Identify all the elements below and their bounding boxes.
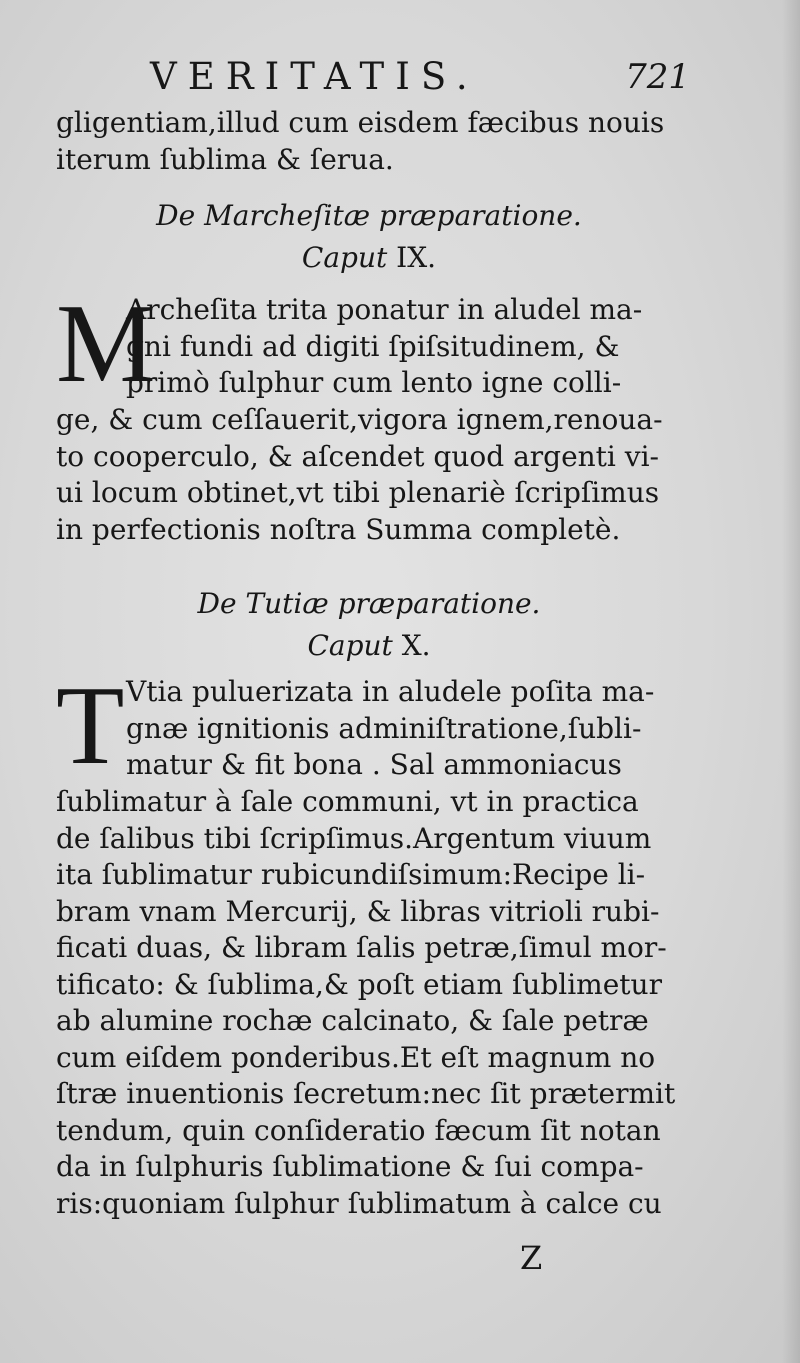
indented-lines — [126, 674, 682, 784]
caput-number: X. — [401, 629, 431, 662]
body-lines — [56, 402, 682, 548]
text-line: ge, & cum ceſſauerit,vigora ignem,renoua- — [56, 403, 663, 436]
chapter-label-ix — [56, 238, 682, 278]
text-line: tendum, quin conſideratio fæcum ſit notan — [56, 1113, 661, 1147]
text-line: da in ſulphuris ſublimatione & ſui compa- — [56, 1150, 644, 1183]
paragraph-chapter-x — [56, 664, 682, 1234]
body-lines — [56, 784, 682, 1222]
section-heading-marchesita: De Marcheſitæ præparatione. — [156, 199, 582, 232]
drop-cap-t: T — [56, 664, 125, 788]
text-line: Archeſita trita ponatur in aludel ma- — [126, 293, 643, 326]
page-number: 721 — [625, 57, 690, 97]
text-line: in perfectionis noſtra Summa completè. — [56, 512, 621, 546]
text-line: ita ſublimatur rubicundiſsimum:Recipe li- — [56, 858, 646, 891]
text-line: ab alumine rochæ calcinato, & ſale petræ — [56, 1004, 649, 1037]
running-title: VERITATIS. — [150, 55, 479, 98]
text-line: ris:quoniam ſulphur ſublimatum à calce cu — [56, 1186, 662, 1220]
indented-lines — [126, 292, 682, 402]
text-line: iterum ſublima & ſerua. — [56, 143, 394, 176]
paragraph-chapter-ix — [56, 282, 682, 562]
drop-cap-m: M — [56, 282, 156, 406]
caput-word: Caput — [307, 629, 393, 662]
text-line: ſtræ inuentionis ſecretum:nec ſit prætermit — [56, 1077, 676, 1110]
text-line: matur & fit bona . Sal ammoniacus — [126, 748, 622, 781]
text-line: gnæ ignitionis adminiſtratione,ſubli- — [126, 711, 642, 745]
text-line: to cooperculo, & aſcendet quod argenti vi- — [56, 439, 660, 473]
signature-mark: Z — [520, 1239, 543, 1277]
opening-text — [56, 104, 682, 178]
text-line: cum eiſdem ponderibus.Et eſt magnum no — [56, 1040, 656, 1074]
text-line: gni fundi ad digiti ſpiſsitudinem, & — [126, 329, 620, 363]
text-line: ſublimatur à ſale communi, vt in practica — [56, 785, 639, 818]
text-line: primò ſulphur cum lento igne colli- — [126, 366, 622, 399]
chapter-label-x — [56, 626, 682, 666]
section-heading-tutia: De Tutiæ præparatione. — [197, 587, 541, 620]
text-line: Vtia puluerizata in aludele poſita ma- — [126, 675, 655, 708]
text-line: ui locum obtinet,vt tibi plenariè ſcripſimus — [56, 476, 660, 509]
text-line: tificato: & ſublima,& poſt etiam ſublimetur — [56, 967, 662, 1001]
text-line: bram vnam Mercurij, & libras vitrioli rubi- — [56, 894, 660, 928]
caput-word: Caput — [301, 241, 388, 274]
text-line: de ſalibus tibi ſcripſimus.Argentum viuum — [56, 821, 652, 855]
page-header — [150, 52, 690, 102]
text-line: ficati duas, & libram ſalis petræ,ſimul mor- — [56, 931, 667, 964]
text-line: gligentiam,illud cum eisdem fæcibus nouis — [56, 106, 665, 139]
page-gutter-shadow — [782, 0, 800, 1363]
caput-number: IX. — [396, 241, 437, 274]
